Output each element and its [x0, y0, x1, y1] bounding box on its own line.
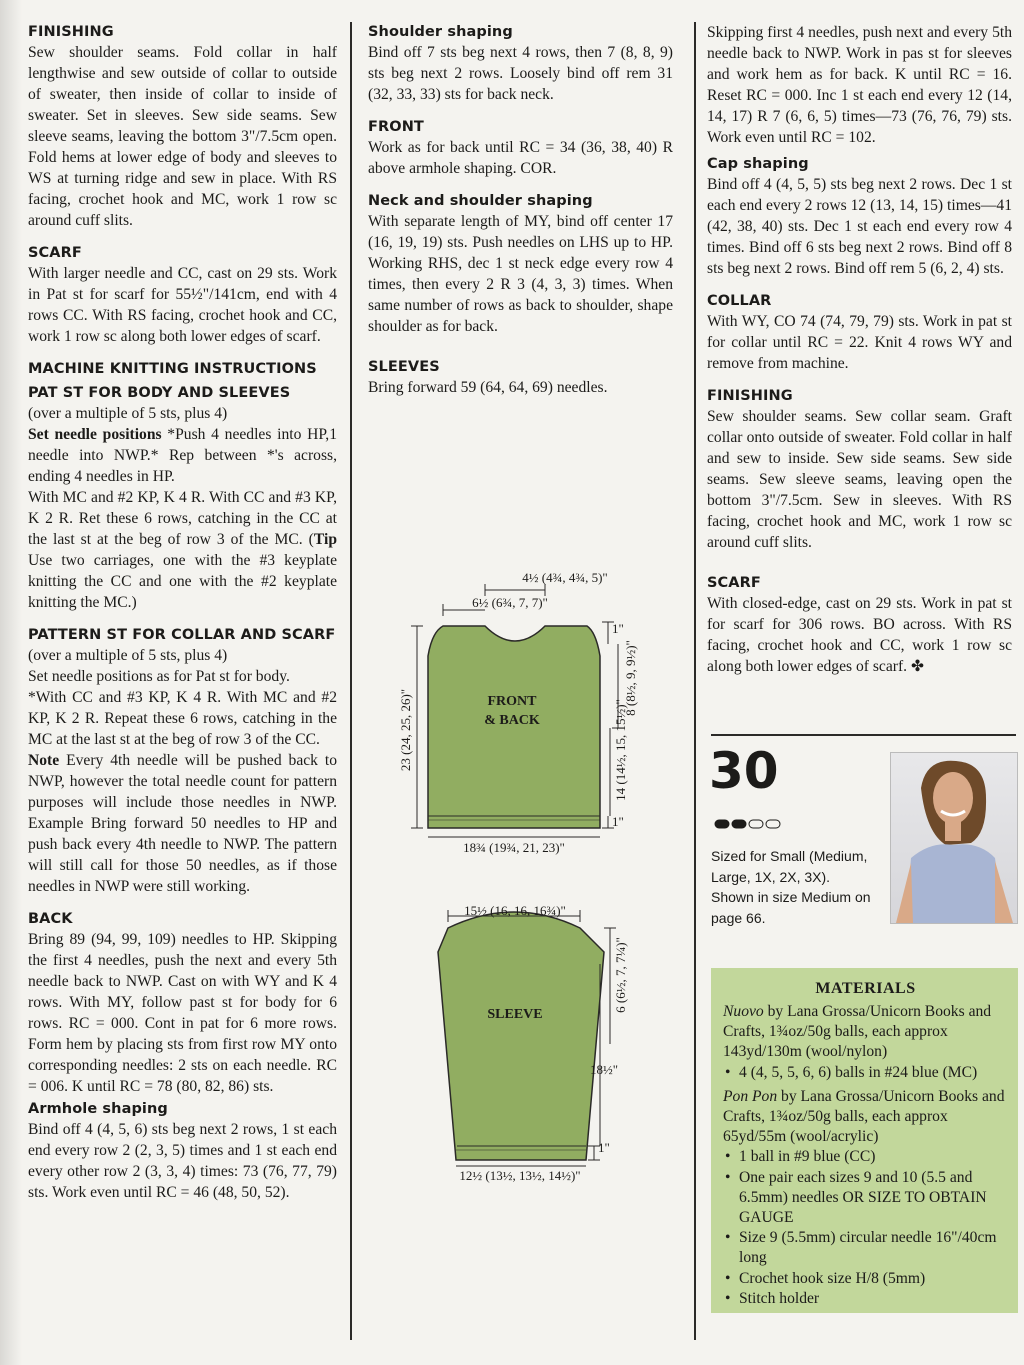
collar-text: With WY, CO 74 (74, 79, 79) sts. Work in pat st for collar until RC = 22. Knit 4 rows WY and remove from machine. — [707, 313, 1012, 372]
yarn2-text: by Lana Grossa/Unicorn Books and Crafts, 1¾oz/50g balls, each approx 65yd/55m (wool/acrylic) — [723, 1087, 1005, 1146]
cap-label: 6 (6½, 7, 7¼)" — [613, 937, 628, 1013]
model-photo — [890, 752, 1018, 924]
materials-item: • Crochet hook size H/8 (5mm) — [739, 1269, 1008, 1289]
length-label: 23 (24, 25, 26)" — [398, 688, 413, 772]
materials-item: • Size 9 (5.5mm) circular needle 16"/40cm long — [739, 1228, 1008, 1268]
sleeve-schematic — [438, 912, 604, 1160]
materials-box — [711, 968, 1018, 1313]
tip-bold: Tip — [313, 531, 337, 548]
column-2 — [368, 22, 673, 398]
model-photo-illustration — [891, 753, 1017, 923]
finishing-heading: FINISHING — [28, 24, 114, 40]
skill-level-icon — [714, 818, 784, 830]
cap-shaping-text: Bind off 4 (4, 5, 5) sts beg next 2 rows. Dec 1 st each end every 2 rows 12 (13, 14, 15) times—41 (42, 38, 40) sts. Dec 1 st each end every row 4 times. Bind off 6 sts beg next 2 rows. Bind off 8 sts beg next 2 rows. Bind off rem 5 (6, 2, 4) sts. — [707, 176, 1012, 277]
to-armhole-label: 14 (14½, 15, 15½)" — [613, 699, 628, 801]
column-rule-1 — [350, 22, 352, 1340]
sizing-info — [711, 846, 881, 928]
cap-shaping-heading: Cap shaping — [707, 156, 809, 172]
shown-text: Shown in size Medium on page 66. — [711, 889, 871, 926]
scarf-heading-2: SCARF — [707, 575, 761, 591]
neck-shoulder-text: With separate length of MY, bind off center 17 (16, 19, 19) sts. Push needles on LHS up to HP. Working RHS, dec 1 st neck edge every row 4 times, then every 2 R 3 (4, 3, 3) times. When same number of rows as back to shoulder, shape shoulder as for back. — [368, 213, 673, 335]
yarn1-quantity: • 4 (4, 5, 5, 6, 6) balls in #24 blue (MC) — [739, 1063, 1008, 1083]
collar-rows: *With CC and #3 KP, K 4 R. With MC and #2 KP, K 2 R. Repeat these 6 rows, catching in the MC at the last st at the beg of row 3 of the CC. — [28, 689, 337, 748]
pat-st-needle-positions — [28, 424, 337, 487]
pat-st-rows-text: With MC and #2 KP, K 4 R. With CC and #3 KP, K 2 R. Ret these 6 rows, catching in the CC at the last st at the beg of row 3 of the MC. ( — [28, 489, 337, 548]
shoulder-shaping-heading: Shoulder shaping — [368, 24, 513, 40]
skill-level-mark-2 — [732, 820, 746, 828]
armhole-shaping-text: Bind off 4 (4, 5, 6) sts beg next 2 rows, 1 st each end every row 2 (2, 3, 5) times and 1 st each end every other row 2 (3, 3, 4) times: 73 (76, 77, 79) sts. Work even until RC = 46 (48, 50, 52). — [28, 1121, 337, 1201]
tip-text: Use two carriages, one with the #3 keyplate knitting the CC and one with the #2 keyplate knitting the MC.) — [28, 552, 337, 611]
yarn1-list — [723, 1063, 1008, 1083]
materials-item: • Stitch holder — [739, 1289, 1008, 1309]
column-3 — [707, 22, 1012, 677]
pat-st-needle-positions-bold: Set needle positions — [28, 426, 162, 443]
sized-text: Sized for Small (Medium, Large, 1X, 2X, 3X). — [711, 848, 868, 885]
yarn1-name: Nuovo — [723, 1003, 764, 1020]
pat-st-body-heading: PAT ST FOR BODY AND SLEEVES — [28, 385, 291, 401]
back-text: Bring 89 (94, 99, 109) needles to HP. Skipping the first 4 needles, push the next and every 5th needle back to NWP. Cast on with WY and K 4 rows. With MY, follow past st for body for 6 rows. RC = 000. Cont in pat for 6 more rows. Form hem by placing sts from first row MY onto corresponding needles: 2 sts on each needle. RC = 006. K until RC = 78 (80, 82, 86) sts. — [28, 931, 337, 1095]
sleeves-text: Bring forward 59 (64, 64, 69) needles. — [368, 379, 608, 396]
materials-item: • One pair each sizes 9 and 10 (5.5 and 6.5mm) needles OR SIZE TO OBTAIN GAUGE — [739, 1168, 1008, 1229]
pat-st-rows — [28, 487, 337, 613]
scarf-text: With larger needle and CC, cast on 29 sts. Work in Pat st for scarf for 55½"/141cm, end with 4 rows CC. With RS facing, crochet hook and CC, work 1 row sc along both lower edges of scarf. — [28, 265, 337, 345]
finishing-heading-2: FINISHING — [707, 388, 793, 404]
sleeve-label: SLEEVE — [487, 1007, 543, 1022]
materials-heading: MATERIALS — [815, 980, 916, 997]
materials-list — [723, 1147, 1008, 1309]
front-heading: FRONT — [368, 119, 424, 135]
column-rule-2 — [694, 22, 696, 1340]
note-bold: Note — [28, 752, 60, 769]
skill-level-indicator — [714, 817, 784, 835]
machine-knitting-heading: MACHINE KNITTING INSTRUCTIONS — [28, 361, 317, 377]
shoulder-width-label: 6½ (6¾, 7, 7)" — [472, 595, 548, 610]
pat-st-multiple: (over a multiple of 5 sts, plus 4) — [28, 405, 228, 422]
pat-st-needle-positions-text: *Push 4 needles into HP,1 needle into NWP.* Rep between *'s across, ending 4 needles in HP. — [28, 426, 337, 485]
sleeve-length-label: 18½" — [590, 1062, 619, 1077]
armhole-label: 8 (8½, 9, 9½)" — [623, 640, 638, 716]
note-text: Every 4th needle will be pushed back to NWP, however the total needle count for pattern purposes will include those needles in NWP. Example Bring forward 50 needles to HP and push back every 4th needle to NWP. The pattern will still call for those 50 needles, as if those needles in NWP were still working. — [28, 752, 337, 895]
materials-item: • 1 ball in #9 blue (CC) — [739, 1147, 1008, 1167]
scarf-heading: SCARF — [28, 245, 82, 261]
hem-label: 1" — [612, 814, 624, 829]
collar-needle-positions: Set needle positions as for Pat st for body. — [28, 668, 290, 685]
schematic-diagram — [360, 560, 680, 1320]
neck-width-label: 4½ (4¾, 4¾, 5)" — [522, 570, 608, 585]
end-mark-icon: ✤ — [910, 658, 925, 675]
scarf-text-2 — [707, 593, 1012, 677]
sleeve-hem-label: 1" — [598, 1140, 610, 1155]
finishing-text-2: Sew shoulder seams. Sew collar seam. Graft collar onto outside of sweater. Fold collar in half and sew to inside. Sew side seams. Sew side seams. Sew sleeve seams, leaving open the bottom 3"/7.5cm. Sew in sleeves. With RS facing, crochet hook and MC, work 1 row sc around cuff slits. — [707, 408, 1012, 551]
armhole-shaping-heading: Armhole shaping — [28, 1101, 168, 1117]
collar-multiple: (over a multiple of 5 sts, plus 4) — [28, 647, 228, 664]
upper-arm-label: 15½ (16, 16, 16¾)" — [464, 903, 566, 918]
pattern-divider — [711, 734, 1016, 736]
pattern-number: 30 — [709, 742, 779, 800]
yarn2-name: Pon Pon — [723, 1087, 778, 1105]
body-label-2: & BACK — [484, 713, 540, 728]
skill-level-mark-1 — [715, 820, 729, 828]
shoulder-shaping-text: Bind off 7 sts beg next 4 rows, then 7 (8, 8, 9) sts beg next 2 rows. Loosely bind off rem 31 (32, 33, 33) sts for back neck. — [368, 44, 673, 103]
body-label-1: FRONT — [487, 694, 537, 709]
yarn1-text: by Lana Grossa/Unicorn Books and Crafts, 1¾oz/50g balls, each approx 143yd/130m (wool/nylon) — [723, 1003, 992, 1061]
page-binding-shadow — [0, 0, 22, 1365]
front-text: Work as for back until RC = 34 (36, 38, 40) R above armhole shaping. COR. — [368, 139, 673, 177]
sleeves-continued-text: Skipping first 4 needles, push next and every 5th needle back to NWP. Work in pas st for sleeves and work hem as for back. K until RC = 16. Reset RC = 000. Inc 1 st each end every 12 (14, 14, 17) R 7 (6, 6, 5) times—73 (76, 76, 79) sts. Work even until RC = 102. — [707, 24, 1012, 146]
pat-st-collar-heading: PATTERN ST FOR COLLAR AND SCARF — [28, 627, 336, 643]
neck-shoulder-heading: Neck and shoulder shaping — [368, 193, 593, 209]
yarn1-description — [723, 1002, 1008, 1063]
cuff-label: 12½ (13½, 13½, 14½)" — [459, 1168, 581, 1183]
back-heading: BACK — [28, 911, 73, 927]
column-1 — [28, 22, 337, 1203]
sleeves-heading: SLEEVES — [368, 359, 440, 375]
note-paragraph — [28, 750, 337, 897]
scarf-text-2-body: With closed-edge, cast on 29 sts. Work in pat st for scarf for 306 rows. BO across. With RS facing, crochet hook and CC, work 1 row sc along both lower edges of scarf. — [707, 595, 1012, 675]
skill-level-mark-4 — [766, 820, 780, 828]
yarn2-description — [723, 1087, 1008, 1148]
skill-level-mark-3 — [749, 820, 763, 828]
neck-depth-label: 1" — [612, 621, 624, 636]
body-width-label: 18¾ (19¾, 21, 23)" — [463, 840, 565, 855]
finishing-text: Sew shoulder seams. Fold collar in half lengthwise and sew outside of collar to outside of sweater, then inside of collar to inside of sweater. Set in sleeves. Sew side seams. Sew sleeve seams, leaving the bottom 3"/7.5cm open. Fold hems at lower edge of body and sleeves to WS at turning ridge and sew in place. With RS facing, crochet hook and MC, work 1 row sc around cuff slits. — [28, 44, 337, 229]
collar-heading: COLLAR — [707, 293, 772, 309]
